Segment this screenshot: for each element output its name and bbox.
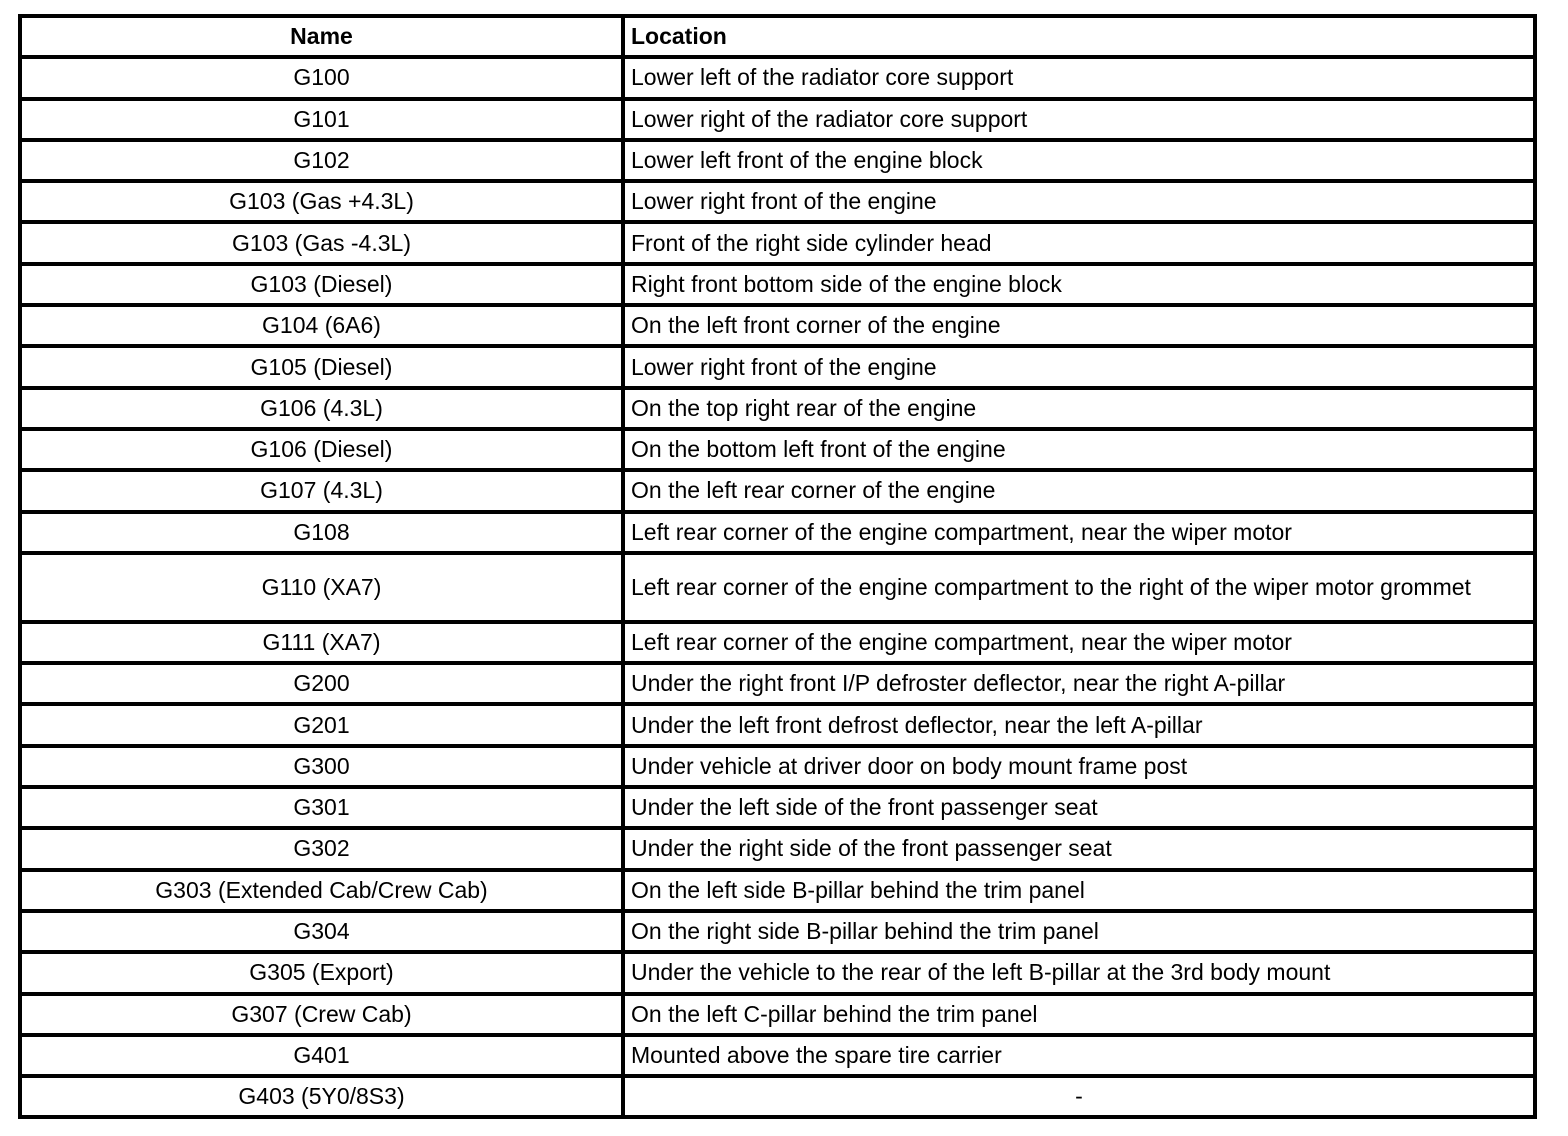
ground-location-cell: Right front bottom side of the engine block: [623, 264, 1535, 305]
column-header-location: Location: [623, 16, 1535, 57]
ground-location-cell: On the left side B-pillar behind the trim panel: [623, 870, 1535, 911]
table-row: [20, 512, 1535, 553]
ground-location-cell: On the bottom left front of the engine: [623, 429, 1535, 470]
table-row: [20, 1076, 1535, 1117]
ground-location-cell: Lower left of the radiator core support: [623, 57, 1535, 98]
column-header-name: Name: [20, 16, 623, 57]
ground-name-cell: G101: [20, 99, 623, 140]
table-row: [20, 305, 1535, 346]
ground-name-cell: G103 (Gas -4.3L): [20, 222, 623, 263]
ground-name-cell: G100: [20, 57, 623, 98]
ground-location-cell: Lower right front of the engine: [623, 181, 1535, 222]
ground-location-cell: Lower left front of the engine block: [623, 140, 1535, 181]
ground-location-cell: Under the vehicle to the rear of the left B-pillar at the 3rd body mount: [623, 952, 1535, 993]
ground-name-cell: G110 (XA7): [20, 553, 623, 622]
table-row: [20, 346, 1535, 387]
ground-location-cell: Under the left side of the front passenger seat: [623, 787, 1535, 828]
ground-location-cell: Lower right of the radiator core support: [623, 99, 1535, 140]
table-row: [20, 99, 1535, 140]
ground-location-cell: Left rear corner of the engine compartment, near the wiper motor: [623, 512, 1535, 553]
ground-name-cell: G104 (6A6): [20, 305, 623, 346]
ground-location-cell: Under the right front I/P defroster deflector, near the right A-pillar: [623, 663, 1535, 704]
table-row: [20, 140, 1535, 181]
table-row: [20, 1035, 1535, 1076]
table-row: [20, 181, 1535, 222]
ground-location-cell: Left rear corner of the engine compartment to the right of the wiper motor grommet: [623, 553, 1535, 622]
table-row: [20, 429, 1535, 470]
ground-location-cell: Under vehicle at driver door on body mount frame post: [623, 746, 1535, 787]
table-row: [20, 952, 1535, 993]
ground-name-cell: G300: [20, 746, 623, 787]
table-row: [20, 470, 1535, 511]
table-row: [20, 704, 1535, 745]
table-row: [20, 622, 1535, 663]
ground-name-cell: G105 (Diesel): [20, 346, 623, 387]
ground-location-cell: Lower right front of the engine: [623, 346, 1535, 387]
ground-name-cell: G403 (5Y0/8S3): [20, 1076, 623, 1117]
table-row: [20, 787, 1535, 828]
ground-locations-table: [18, 14, 1537, 1119]
ground-name-cell: G106 (4.3L): [20, 388, 623, 429]
ground-location-cell: On the top right rear of the engine: [623, 388, 1535, 429]
ground-name-cell: G108: [20, 512, 623, 553]
table-row: [20, 994, 1535, 1035]
table-row: [20, 264, 1535, 305]
ground-location-cell: Under the right side of the front passenger seat: [623, 828, 1535, 869]
table-row: [20, 222, 1535, 263]
ground-name-cell: G111 (XA7): [20, 622, 623, 663]
ground-location-cell: Under the left front defrost deflector, near the left A-pillar: [623, 704, 1535, 745]
table-row: [20, 663, 1535, 704]
ground-location-cell: On the right side B-pillar behind the trim panel: [623, 911, 1535, 952]
ground-name-cell: G305 (Export): [20, 952, 623, 993]
header-row: [20, 16, 1535, 57]
ground-name-cell: G304: [20, 911, 623, 952]
ground-location-cell: -: [623, 1076, 1535, 1117]
ground-location-cell: Front of the right side cylinder head: [623, 222, 1535, 263]
ground-name-cell: G102: [20, 140, 623, 181]
table-row: [20, 57, 1535, 98]
ground-name-cell: G106 (Diesel): [20, 429, 623, 470]
table-row: [20, 388, 1535, 429]
ground-name-cell: G200: [20, 663, 623, 704]
table-row: [20, 553, 1535, 622]
ground-name-cell: G301: [20, 787, 623, 828]
ground-locations-table-container: [18, 14, 1533, 1119]
ground-name-cell: G303 (Extended Cab/Crew Cab): [20, 870, 623, 911]
ground-name-cell: G302: [20, 828, 623, 869]
ground-name-cell: G103 (Gas +4.3L): [20, 181, 623, 222]
table-row: [20, 828, 1535, 869]
ground-name-cell: G103 (Diesel): [20, 264, 623, 305]
ground-location-cell: Mounted above the spare tire carrier: [623, 1035, 1535, 1076]
ground-location-cell: On the left rear corner of the engine: [623, 470, 1535, 511]
ground-location-cell: On the left C-pillar behind the trim panel: [623, 994, 1535, 1035]
ground-name-cell: G401: [20, 1035, 623, 1076]
ground-name-cell: G107 (4.3L): [20, 470, 623, 511]
ground-location-cell: Left rear corner of the engine compartment, near the wiper motor: [623, 622, 1535, 663]
ground-location-cell: On the left front corner of the engine: [623, 305, 1535, 346]
ground-name-cell: G307 (Crew Cab): [20, 994, 623, 1035]
table-row: [20, 911, 1535, 952]
table-row: [20, 746, 1535, 787]
ground-name-cell: G201: [20, 704, 623, 745]
table-row: [20, 870, 1535, 911]
